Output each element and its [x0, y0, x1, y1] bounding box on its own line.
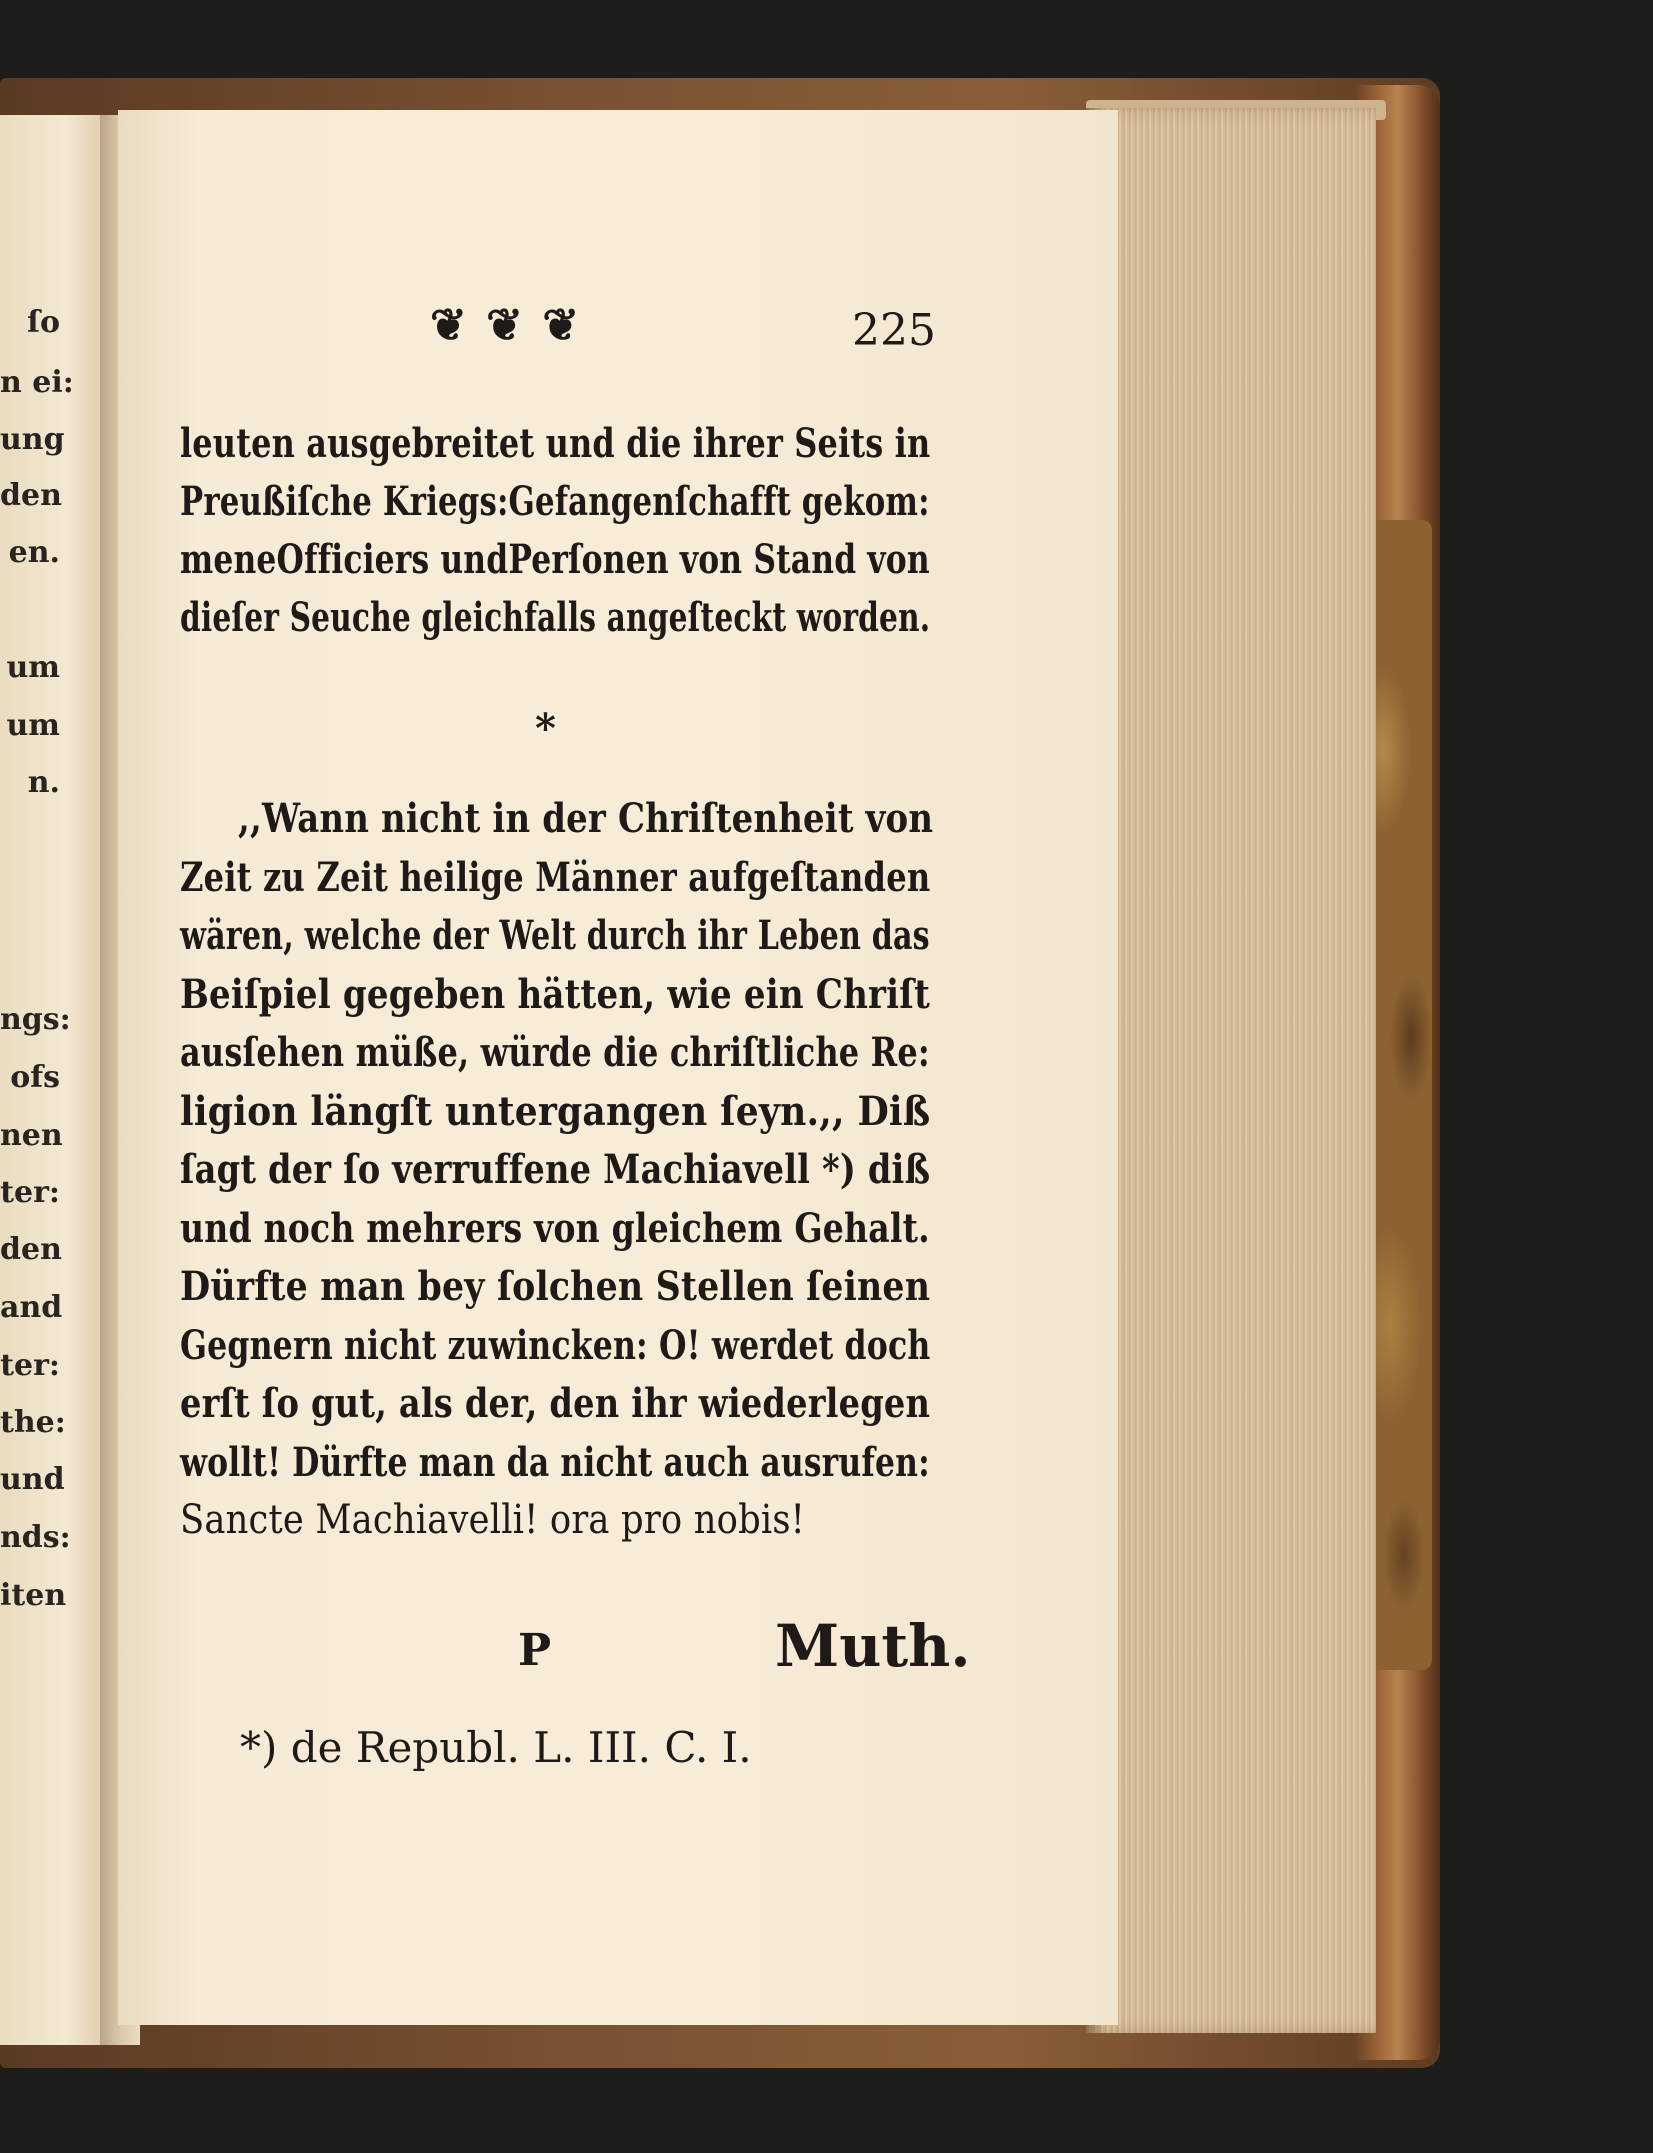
left-page-fragment: nds: — [0, 1520, 71, 1555]
left-page-fragment: um — [6, 650, 60, 685]
text-line: meneOfficiers undPerſonen von Stand von — [180, 536, 930, 583]
text-line: Zeit zu Zeit heilige Männer aufgeſtanden — [180, 853, 931, 901]
left-page-fragment: ter: — [0, 1175, 60, 1210]
left-page-fragment: ngs: — [0, 1002, 71, 1037]
signature-mark: P — [518, 1625, 552, 1676]
left-page-fragment: ung — [0, 422, 65, 457]
left-page-fragment: iten — [0, 1578, 67, 1613]
text-line: Beiſpiel gegeben hätten, wie ein Chriſt — [180, 970, 931, 1018]
page-number: 225 — [852, 305, 936, 356]
left-page-fragment: nen — [0, 1118, 63, 1153]
left-page-fragment: den — [0, 478, 62, 513]
text-line: Sancte Machiavelli! ora pro nobis! — [180, 1497, 806, 1543]
left-page-fragment: n. — [27, 765, 60, 800]
footnote: *) de Republ. L. III. C. I. — [240, 1723, 752, 1772]
left-page-fragment: um — [6, 708, 60, 743]
page-block-edges — [1086, 108, 1376, 2033]
left-page — [0, 115, 110, 2045]
text-line: wollt! Dürfte man da nicht auch ausrufen: — [180, 1438, 930, 1486]
header-ornament: ❦ ❦ ❦ — [430, 300, 582, 351]
left-page-fragment: n ei: — [0, 365, 74, 400]
text-line: und noch mehrers von gleichem Gehalt. — [180, 1204, 930, 1252]
text-line: Dürfte man bey ſolchen Stellen ſeinen — [180, 1263, 931, 1310]
text-line: wären, welche der Welt durch ihr Leben das — [180, 912, 930, 959]
text-line: ausſehen müße, würde die chriſtliche Re: — [180, 1029, 930, 1076]
left-page-fragment: en. — [8, 535, 60, 570]
section-asterisk: * — [535, 705, 556, 752]
text-line: leuten ausgebreitet und die ihrer Seits in — [180, 420, 931, 467]
left-page-fragment: the: — [0, 1405, 66, 1440]
left-page-fragment: ſo — [27, 305, 60, 340]
text-line: erſt ſo gut, als der, den ihr wiederlegen — [180, 1380, 931, 1427]
left-page-fragment: and — [0, 1290, 63, 1325]
text-line: ligion längſt untergangen ſeyn.,, Diß — [180, 1087, 931, 1135]
text-line: Preußiſche Kriegs:Gefangenſchafft gekom: — [180, 478, 930, 525]
left-page-fragment: ofs — [10, 1060, 60, 1095]
catchword: Muth. — [775, 1612, 971, 1680]
left-page-fragment: ter: — [0, 1348, 60, 1383]
left-page-fragment: und — [0, 1462, 65, 1497]
left-page-fragment: den — [0, 1232, 62, 1267]
text-line: ſagt der ſo verruffene Machiavell *) diß — [180, 1146, 931, 1193]
text-line: ,,Wann nicht in der Chriſtenheit von — [238, 795, 934, 842]
text-line: dieſer Seuche gleichfalls angeſteckt worden. — [180, 594, 931, 641]
text-line: Gegnern nicht zuwincken: O! werdet doch — [180, 1321, 931, 1369]
